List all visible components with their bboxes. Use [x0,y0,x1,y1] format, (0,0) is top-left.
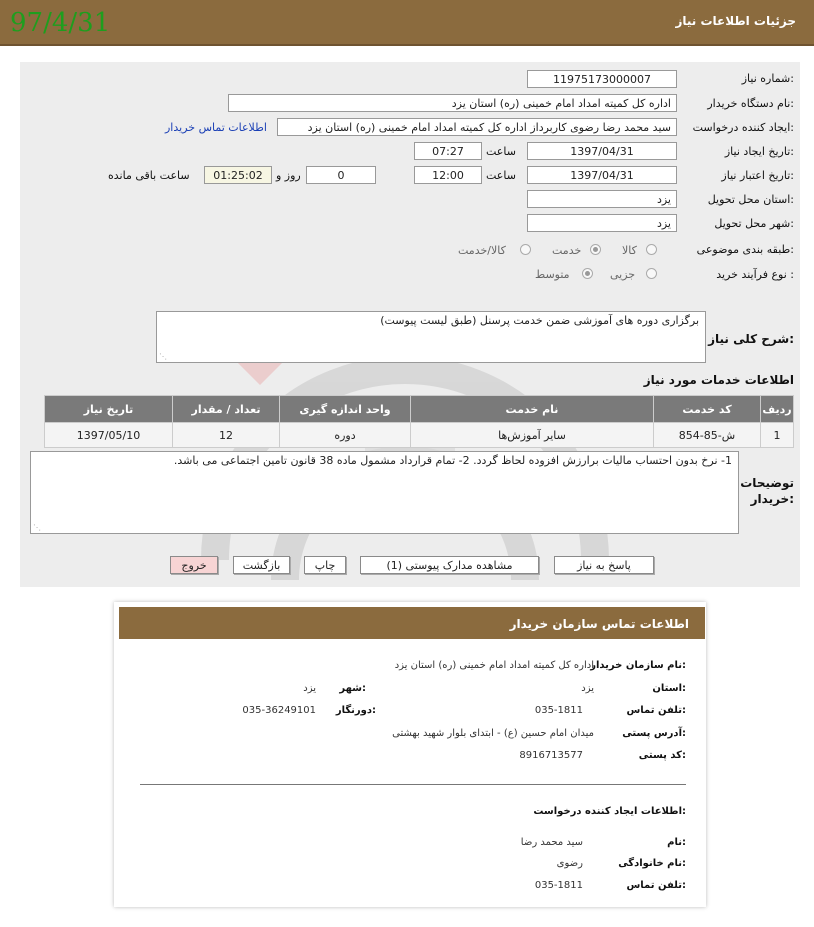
services-table [44,395,794,448]
page-header [0,0,814,46]
general-desc-text: برگزاری دوره های آموزشی ضمن خدمت پرسنل (طبق لیست پیوست) [380,314,699,327]
cell-date: 1397/05/10 [45,423,173,448]
org-name-value: اداره کل کمیته امداد امام خمینی (ره) استان یزد [394,660,594,671]
col-code: کد خدمت [654,396,761,423]
purchase-type-label: نوع فرآیند خرید : [716,268,794,281]
buyer-notes-label-1: توضیحات [740,476,794,490]
general-desc-label: شرح کلی نیاز: [708,332,794,346]
card-divider [140,784,686,785]
contact-card-header [119,607,705,639]
buyer-notes-label-2: خریدار: [750,492,794,506]
cell-unit: دوره [280,423,411,448]
card-province-value: یزد [581,683,594,694]
resize-grip-icon[interactable]: ⋰ [33,523,41,532]
col-date: تاریخ نیاز [45,396,173,423]
exit-button[interactable]: خروج [170,556,218,574]
category-goods-label: کالا [622,244,637,257]
days-and-label: روز و [276,169,301,182]
date-stamp: 97/4/31 [10,8,111,38]
city-label: شهر محل تحویل: [714,217,794,230]
card-address-label: آدرس پستی: [622,728,686,739]
services-table-header [45,396,794,423]
purchase-medium-radio[interactable] [582,268,593,279]
card-fax-label: دورنگار: [335,705,376,716]
contact-card [114,602,706,907]
card-postal-value: 8916713577 [519,750,583,761]
creator-family-label: نام خانوادگی: [618,858,686,869]
print-button[interactable]: چاپ [304,556,346,574]
category-label: طبقه بندی موضوعی: [696,243,794,256]
days-remaining-field: 0 [306,166,376,184]
remaining-time-label: ساعت باقی مانده [108,169,190,182]
purchase-minor-radio[interactable] [646,268,657,279]
need-number-field: 11975173000007 [527,70,677,88]
validity-date-field: 1397/04/31 [527,166,677,184]
buyer-org-label: نام دستگاه خریدار: [707,97,794,110]
cell-name: سایر آموزش‌ها [411,423,654,448]
purchase-minor-label: جزیی [610,268,636,281]
card-address-value: میدان امام حسین (ع) - ابتدای بلوار شهید بهشتی [392,728,594,739]
col-qty: تعداد / مقدار [173,396,280,423]
card-province-label: استان: [652,683,686,694]
buyer-contact-link[interactable]: اطلاعات تماس خریدار [165,121,267,134]
category-both-label: کالا/خدمت [458,244,506,257]
cell-qty: 12 [173,423,280,448]
announce-date-label: تاریخ ایجاد نیاز: [724,145,794,158]
contact-card-title: اطلاعات تماس سازمان خریدار [509,617,689,631]
col-unit: واحد اندازه گیری [280,396,411,423]
creator-family-value: رضوی [556,858,583,869]
back-button[interactable]: بازگشت [233,556,290,574]
col-name: نام خدمت [411,396,654,423]
category-goods-radio[interactable] [646,244,657,255]
province-field: یزد [527,190,677,208]
creator-name-value: سید محمد رضا [520,837,583,848]
buyer-org-field: اداره کل کمیته امداد امام خمینی (ره) استان یزد [228,94,677,112]
buyer-notes-text: 1- نرخ بدون احتساب مالیات برارزش افزوده لحاظ گردد. 2- تمام قرارداد مشمول ماده 38 قانون تامین اجتماعی می باشد. [173,454,732,467]
card-postal-label: کد پستی: [638,750,686,761]
city-field: یزد [527,214,677,232]
category-service-label: خدمت [552,244,582,257]
validity-date-label: تاریخ اعتبار نیاز: [721,169,794,182]
card-city-value: یزد [303,683,316,694]
card-phone-label: تلفن تماس: [626,705,686,716]
announce-time-field: 07:27 [414,142,482,160]
cell-row: 1 [761,423,794,448]
card-city-label: شهر: [339,683,366,694]
services-section-title: اطلاعات خدمات مورد نیاز [643,373,794,387]
view-attachments-button[interactable]: مشاهده مدارک پیوستی (1) [360,556,539,574]
announce-date-field: 1397/04/31 [527,142,677,160]
resize-grip-icon[interactable]: ⋰ [159,352,167,361]
need-number-label: شماره نیاز: [741,72,794,85]
validity-time-field: 12:00 [414,166,482,184]
cell-code: ش-85-854 [654,423,761,448]
category-both-radio[interactable] [520,244,531,255]
validity-time-label: ساعت [486,169,516,182]
table-row [45,423,794,448]
creator-field: سید محمد رضا رضوی کاربرداز اداره کل کمیته امداد امام خمینی (ره) استان یزد [277,118,677,136]
page-title: جزئیات اطلاعات نیاز [675,14,796,28]
purchase-medium-label: متوسط [535,268,570,281]
card-fax-value: 035-36249101 [242,705,316,716]
creator-name-label: نام: [667,837,686,848]
creator-label: ایجاد کننده درخواست: [692,121,794,134]
announce-time-label: ساعت [486,145,516,158]
creator-phone-label: تلفن تماس: [626,880,686,891]
org-name-label: نام سازمان خریدار: [590,660,686,671]
category-service-radio[interactable] [590,244,601,255]
col-row: ردیف [761,396,794,423]
reply-button[interactable]: پاسخ به نیاز [554,556,654,574]
creator-phone-value: 035-1811 [534,880,583,891]
creator-section-title: اطلاعات ایجاد کننده درخواست: [533,806,686,817]
remaining-time-field: 01:25:02 [204,166,272,184]
province-label: استان محل تحویل: [707,193,794,206]
general-desc-textarea[interactable] [156,311,706,363]
buyer-notes-textarea[interactable] [30,451,739,534]
card-phone-value: 035-1811 [534,705,583,716]
